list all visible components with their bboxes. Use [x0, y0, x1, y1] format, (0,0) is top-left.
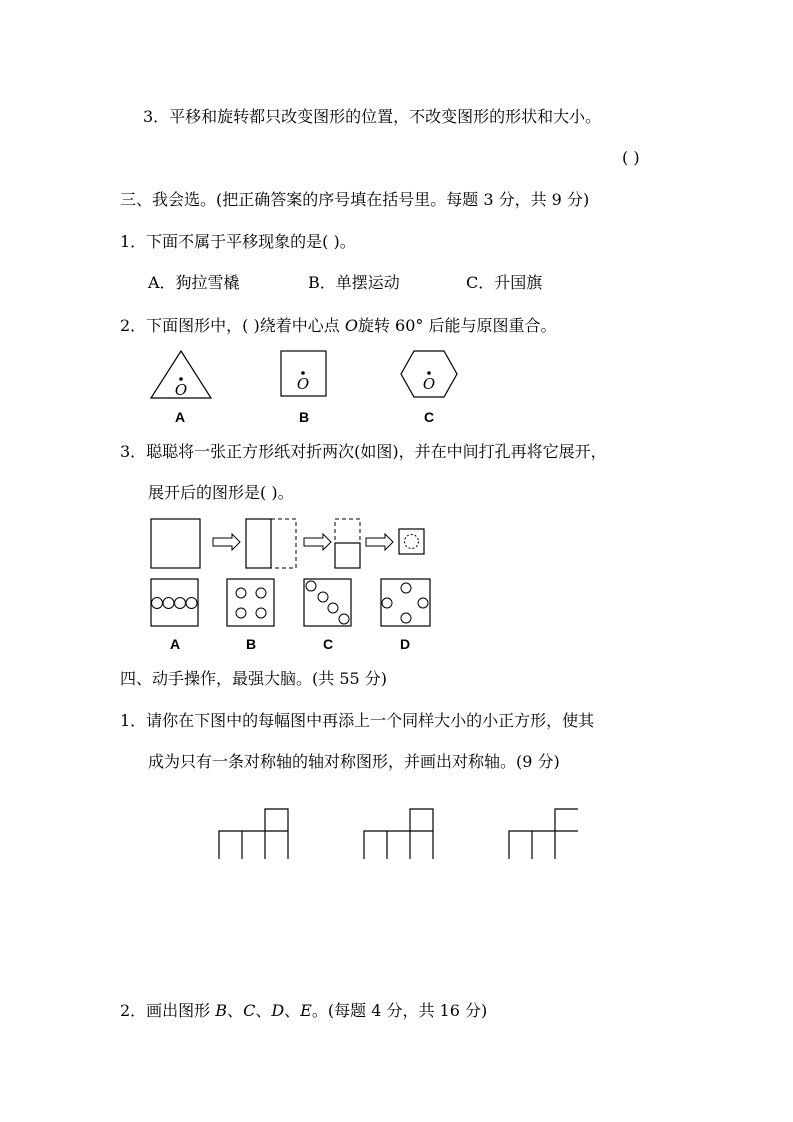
- option-label-d: D: [400, 636, 411, 652]
- q3-1-option-c: C．升国旗: [466, 273, 543, 292]
- q4-1-line1: 1．请你在下图中的每幅图中再添上一个同样大小的小正方形，使其: [120, 711, 595, 730]
- punched-square: [399, 529, 424, 554]
- folded-half: [246, 519, 271, 568]
- section-3-heading: 三、我会选。(把正确答案的序号填在括号里。每题 3 分，共 9 分): [120, 190, 590, 209]
- grid-figure-3: [508, 808, 582, 860]
- option-a-figure: [150, 578, 200, 628]
- option-b-figure: [226, 578, 276, 628]
- q3-2-stem: 2．下面图形中，( )绕着中心点 O旋转 60° 后能与原图重合。: [120, 316, 557, 335]
- q3-3-stem-line1: 3．聪聪将一张正方形纸对折两次(如图)，并在中间打孔再将它展开，: [120, 442, 607, 461]
- folded-quarter-dashed: [335, 519, 360, 543]
- option-c-figure: [303, 578, 353, 628]
- hexagon-figure: [400, 350, 458, 398]
- q3-1-stem: 1．下面不属于平移现象的是( )。: [120, 232, 356, 251]
- folding-sequence-diagram: [150, 518, 435, 570]
- figure-label-a: A: [175, 409, 186, 425]
- answer-bracket: ( ): [622, 148, 640, 167]
- true-false-item-3: 3．平移和旋转都只改变图形的位置，不改变图形的形状和大小。: [143, 107, 602, 126]
- option-label-b: B: [246, 636, 257, 652]
- section-4-heading: 四、动手操作，最强大脑。(共 55 分): [120, 669, 388, 688]
- q3-1-option-a: A．狗拉雪橇: [148, 273, 240, 292]
- square-figure: [280, 350, 328, 398]
- figure-label-c: C: [424, 409, 435, 425]
- grid-figure-1: [218, 808, 292, 860]
- q3-1-option-b: B．单摆运动: [308, 273, 400, 292]
- figure-label-b: B: [299, 409, 310, 425]
- triangle-figure: [150, 350, 212, 400]
- svg-text:O: O: [296, 375, 310, 393]
- folded-quarter: [335, 543, 360, 568]
- center-point-label: O: [344, 316, 358, 335]
- q4-2-stem: 2．画出图形 B、C、D、E。(每题 4 分，共 16 分): [120, 1001, 488, 1020]
- arrow-icon: [366, 534, 393, 550]
- option-label-c: C: [323, 636, 334, 652]
- arrow-icon: [213, 534, 240, 550]
- folded-half-dashed: [271, 519, 296, 568]
- q3-3-stem-line2: 展开后的图形是( )。: [148, 483, 294, 502]
- grid-figure-2: [363, 808, 437, 860]
- svg-text:O: O: [422, 375, 436, 393]
- option-d-figure: [380, 578, 432, 628]
- option-label-a: A: [170, 636, 181, 652]
- q4-1-line2: 成为只有一条对称轴的轴对称图形，并画出对称轴。(9 分): [148, 752, 560, 771]
- paper-square: [151, 519, 200, 568]
- svg-text:O: O: [174, 381, 188, 399]
- arrow-icon: [304, 534, 331, 550]
